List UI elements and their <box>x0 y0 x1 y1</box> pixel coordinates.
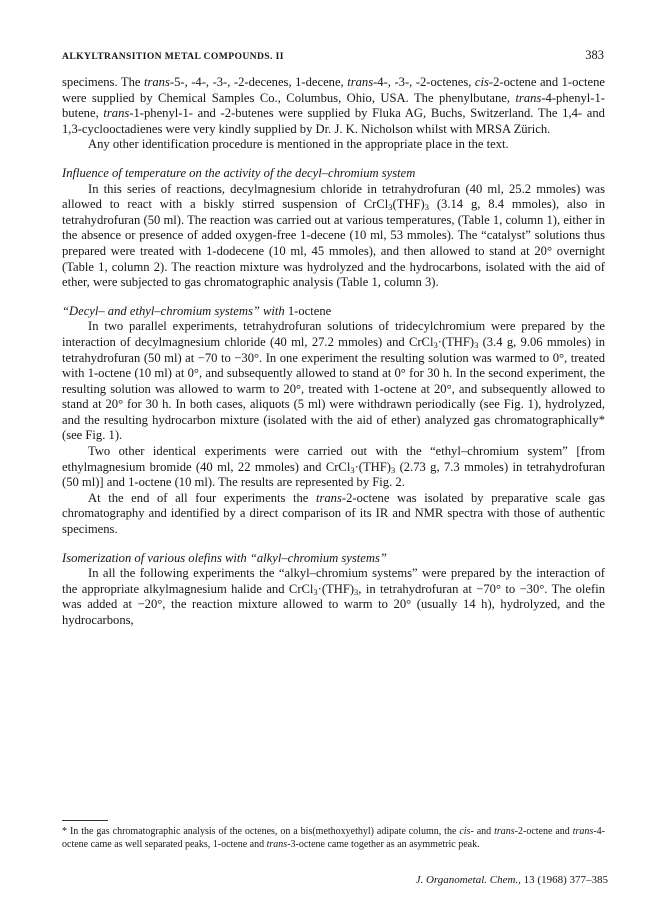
section-isomerization-paragraph: In all the following experiments the “alkyl–chromium systems” were prepared by the interaction of the appropriate alkylmagnesium halide and $CrCl_3\cdot(THF)_3$, in tetrahydrofuran at −70° to −30°. The olefin was added at −20°, the reaction mixture allowed to warm to 20° (usually 14 h), hydrolyzed, and the hydrocarbons, <box>62 566 605 627</box>
footnote: * In the gas chromatographic analysis of the octenes, on a bis(methoxyethyl) adipate column, the cis- and trans-2-octene and trans-4-octene came as well separated peaks, 1-octene and trans-3-octene came together as an asymmetric peak. <box>62 826 605 850</box>
section-heading-isomerization: Isomerization of various olefins with “alkyl–chromium systems” <box>62 550 387 565</box>
body-text <box>62 75 605 629</box>
running-title: ALKYLTRANSITION METAL COMPOUNDS. II <box>62 51 284 62</box>
page-header <box>62 48 604 63</box>
section-temperature-paragraph: In this series of reactions, decylmagnesium chloride in tetrahydrofuran (40 ml, 25.2 mmoles) was allowed to react with a biskly stirred suspension of $CrCl_3(THF)_3$ (3.14 g, 8.4 mmoles), also in tetrahydrofuran (50 ml). The reaction was carried out at various temperatures, (Table 1, column 1), either in the absence or presence of added oxygen-free 1-decene (10 ml, 53 mmoles). The “catalyst” solutions thus prepared were treated with 1-dodecene (10 ml, 45 mmoles), and then allowed to stand at 20° overnight (Table 1, column 2). The reaction mixture was hydrolyzed and the hydrocarbons, isolated with the aid of ether, were subjected to gas chromatographic analysis (Table 1, column 3). <box>62 181 605 290</box>
journal-reference: J. Organometal. Chem., 13 (1968) 377–385 <box>415 874 608 886</box>
page-number: 383 <box>585 48 604 62</box>
section-heading-temperature: Influence of temperature on the activity of the decyl–chromium system <box>62 165 416 180</box>
section-octene-paragraph-1: In two parallel experiments, tetrahydrofuran solutions of tridecylchromium were prepared by the interaction of decylmagnesium chloride (40 ml, 27.2 mmoles) and $CrCl_3\cdot(THF)_3$ (3.4 g, 9.06 mmoles) in tetrahydrofuran (50 ml) at −70 to −30°. In one experiment the resulting solution was warmed to 0°, treated with 1-octene (10 ml) at 0°, and subsequently allowed to stand at 0° for 30 h. In the second experiment, the resulting solution was allowed to warm to 20°, treated with 1-octene at 20°, and subsequently allowed to stand at 20° for 30 h. In both cases, aliquots (5 ml) were withdrawn periodically (see Fig. 1), hydrolyzed, and the resulting hydrocarbon mixture (isolated with the aid of ether) analyzed gas chromatographically* (see Fig. 1). <box>62 319 606 443</box>
intro-paragraph-2: Any other identification procedure is mentioned in the appropriate place in the text. <box>88 137 509 152</box>
section-octene-paragraph-2: Two other identical experiments were carried out with the “ethyl–chromium system” [from ethylmagnesium bromide (40 ml, 22 mmoles) and $CrCl_3\cdot(THF)_3$ (2.73 g, 7.3 mmoles) in tetrahydrofuran (50 ml)] and 1-octene (10 ml). The results are represented by Fig. 2. <box>62 444 605 490</box>
section-heading-octene: “Decyl– and ethyl–chromium systems” with 1-octene <box>62 303 332 318</box>
section-octene-paragraph-3: At the end of all four experiments the trans-2-octene was isolated by preparative scale gas chromatography and identified by a direct comparison of its IR and NMR spectra with those of authentic specimens. <box>62 490 605 537</box>
footnote-rule <box>62 820 108 821</box>
intro-paragraph-1: specimens. The trans-5-, -4-, -3-, -2-decenes, 1-decene, trans-4-, -3-, -2-octenes, cis-2-octene and 1-octene were supplied by Chemical Samples Co., Columbus, Ohio, USA. The phenylbutane, trans-4-phenyl-1-butene, trans-1-phenyl-1- and -2-butenes were supplied by Fluka AG, Buchs, Switzerland. The 1,4- and 1,3-cyclooctadienes were very kindly supplied by Dr. J. K. Nicholson whilst with MRSA Zürich. <box>62 75 605 136</box>
